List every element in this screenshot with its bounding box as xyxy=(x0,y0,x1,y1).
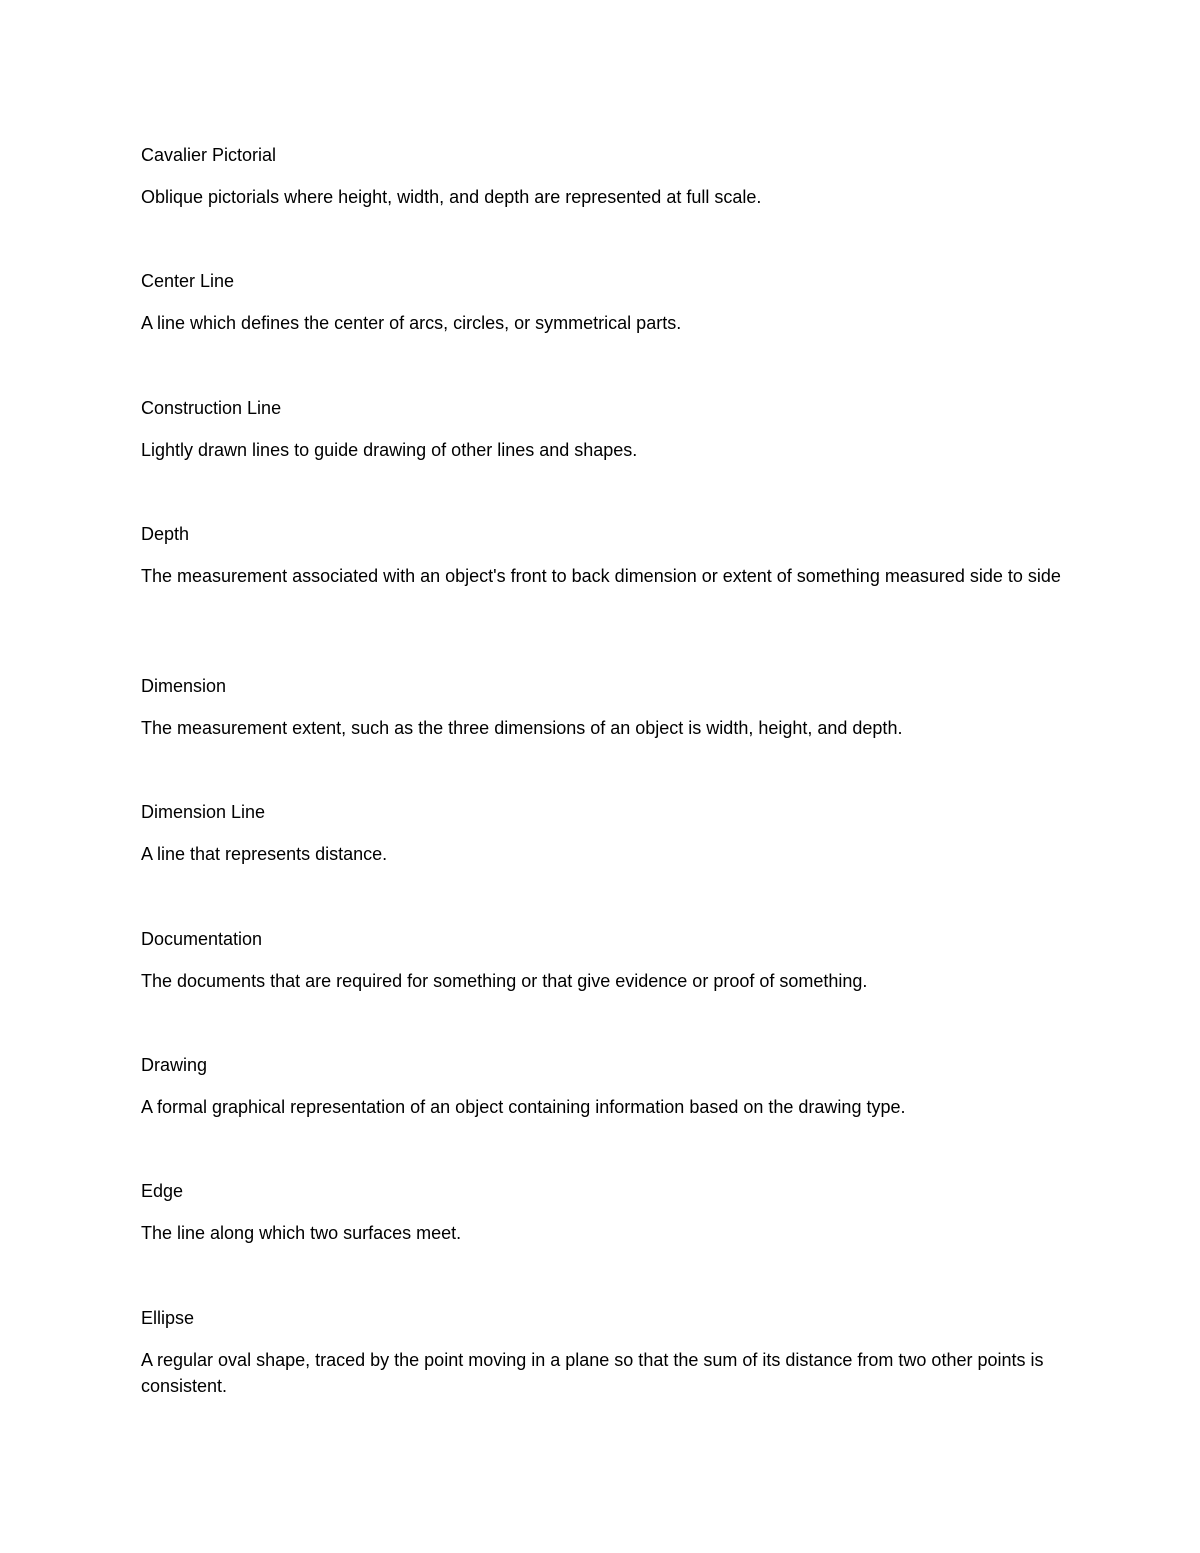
glossary-term: Construction Line xyxy=(141,398,282,418)
glossary-definition: A formal graphical representation of an object containing information based on the drawing type. xyxy=(141,1097,906,1117)
glossary-definition: A line which defines the center of arcs, circles, or symmetrical parts. xyxy=(141,313,682,333)
glossary-definition: A regular oval shape, traced by the point moving in a plane so that the sum of its distance from two other points is consistent. xyxy=(141,1350,1044,1396)
glossary-definition: A line that represents distance. xyxy=(141,844,388,864)
glossary-entry xyxy=(141,1305,1071,1399)
glossary-term: Edge xyxy=(141,1181,184,1201)
glossary-entry xyxy=(141,268,1071,336)
glossary-term: Documentation xyxy=(141,929,263,949)
glossary-entry xyxy=(141,799,1071,867)
glossary-definition: The measurement extent, such as the three dimensions of an object is width, height, and depth. xyxy=(141,718,903,738)
glossary-term: Center Line xyxy=(141,271,235,291)
glossary-definition: The measurement associated with an object's front to back dimension or extent of something measured side to side xyxy=(141,566,1061,586)
glossary-definition: The line along which two surfaces meet. xyxy=(141,1223,462,1243)
glossary-term: Depth xyxy=(141,524,190,544)
glossary-term: Ellipse xyxy=(141,1308,195,1328)
glossary-entry xyxy=(141,673,1071,741)
glossary-term: Drawing xyxy=(141,1055,208,1075)
glossary-term: Dimension xyxy=(141,676,227,696)
glossary-entry xyxy=(141,1178,1071,1246)
glossary-definition: Oblique pictorials where height, width, and depth are represented at full scale. xyxy=(141,187,762,207)
glossary-entry xyxy=(141,395,1071,463)
glossary-entry xyxy=(141,926,1071,994)
glossary-term: Cavalier Pictorial xyxy=(141,145,277,165)
glossary-entry xyxy=(141,142,1071,210)
glossary-entry xyxy=(141,1052,1071,1120)
glossary-entry xyxy=(141,521,1071,589)
glossary-definition: Lightly drawn lines to guide drawing of other lines and shapes. xyxy=(141,440,638,460)
glossary-definition: The documents that are required for something or that give evidence or proof of something. xyxy=(141,971,868,991)
glossary-term: Dimension Line xyxy=(141,802,266,822)
